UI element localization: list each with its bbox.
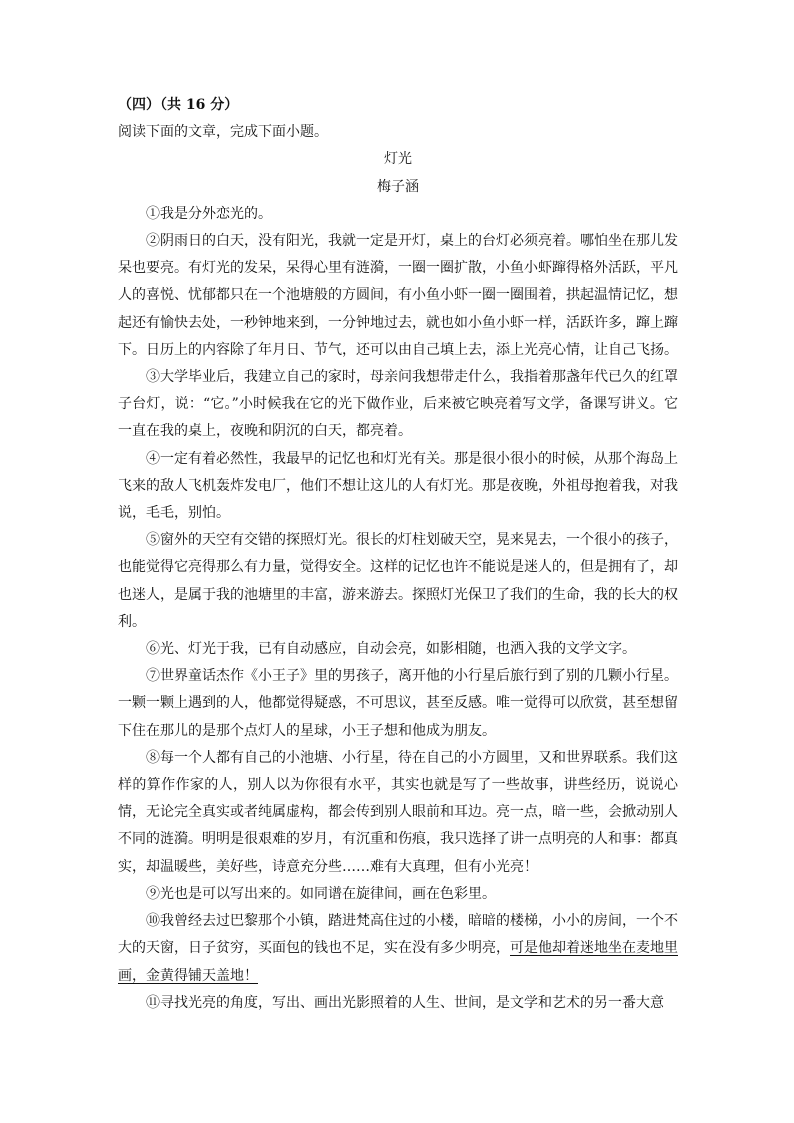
section-heading: （四）（共 16 分）	[118, 97, 239, 113]
article-author: 梅子涵	[377, 178, 419, 195]
paragraph-7: ⑦世界童话杰作《小王子》里的男孩子，离开他的小行星后旅行到了别的几颗小行星。一颗一颗上遇到的人，他都觉得疑惑，不可思议，甚至反感。唯一觉得可以欣赏，甚至想留下住在那儿的是那个点灯人的星球，小王子想和他成为朋友。	[118, 668, 678, 739]
paragraph-9: ⑨光也是可以写出来的。如同谱在旋律间，画在色彩里。	[146, 885, 496, 902]
paragraph-1: ①我是分外恋光的。	[146, 205, 272, 222]
paragraph-4: ④一定有着必然性，我最早的记忆也和灯光有关。那是很小很小的时候，从那个海岛上飞来的敌人飞机轰炸发电厂，他们不想让这儿的人有灯光。那是夜晚，外祖母抱着我，对我说，毛毛，别怕。	[118, 450, 678, 522]
document-page	[118, 92, 678, 1017]
paragraph-8: ⑧每一个人都有自己的小池塘、小行星，待在自己的小方圆里，又和世界联系。我们这样的算作作家的人，别人以为你很有水平，其实也就是写了一些故事，讲些经历，说说心情，无论完全真实或者纯属虚构，都会传到别人眼前和耳边。亮一点，暗一些，会掀动别人不同的涟漪。明明是很艰难的岁月，有沉重和伤痕，我只选择了讲一点明亮的人和事：都真实，却温暖些，美好些，诗意充分些……难有大真理，但有小光亮！	[118, 749, 678, 875]
paragraph-5: ⑤窗外的天空有交错的探照灯光。很长的灯柱划破天空，晃来晃去，一个很小的孩子，也能觉得它亮得那么有力量，觉得安全。这样的记忆也许不能说是迷人的，但是拥有了，却也迷人，是属于我的池塘里的丰富，游来游去。探照灯光保卫了我们的生命，我的长大的权利。	[118, 532, 678, 630]
paragraph-11: ⑪寻找光亮的角度，写出、画出光影照着的人生、世间，是文学和艺术的另一番大意	[146, 994, 664, 1011]
underlined-sentence: 可是他却着迷地坐在麦地里画，金黄得铺天盖地！	[118, 940, 678, 984]
paragraph-2: ②阴雨日的白天，没有阳光，我就一定是开灯，桌上的台灯必须亮着。哪怕坐在那儿发呆也要亮。有灯光的发呆，呆得心里有涟漪，一圈一圈扩散，小鱼小虾蹿得格外活跃，平凡人的喜悦、忧郁都只在一个池塘般的方圆间，有小鱼小虾一圈一圈围着，拱起温情记忆，想起还有愉快去处，一秒钟地来到，一分钟地过去，就也如小鱼小虾一样，活跃许多，蹿上蹿下。日历上的内容除了年月日、节气，还可以由自己填上去，添上光亮心情，让自己飞扬。	[118, 233, 678, 358]
reading-instruction: 阅读下面的文章，完成下面小题。	[118, 124, 328, 141]
paragraph-10	[118, 908, 678, 990]
paragraph-10-text: ⑩我曾经去过巴黎那个小镇，踏进梵高住过的小楼，暗暗的楼梯，小小的房间，一个不大的天窗，日子贫穷，买面包的钱也不足，实在没有多少明亮，	[118, 913, 678, 957]
article-title: 灯光	[384, 151, 412, 168]
paragraph-3: ③大学毕业后，我建立自己的家时，母亲问我想带走什么，我指着那盏年代已久的红罩子台灯，说：“它。”小时候我在它的光下做作业，后来被它映亮着写文学，备课写讲义。它一直在我的桌上，夜晚和阴沉的白天，都亮着。	[118, 369, 678, 440]
paragraph-6: ⑥光、灯光于我，已有自动感应，自动会亮，如影相随，也洒入我的文学文字。	[146, 641, 636, 658]
